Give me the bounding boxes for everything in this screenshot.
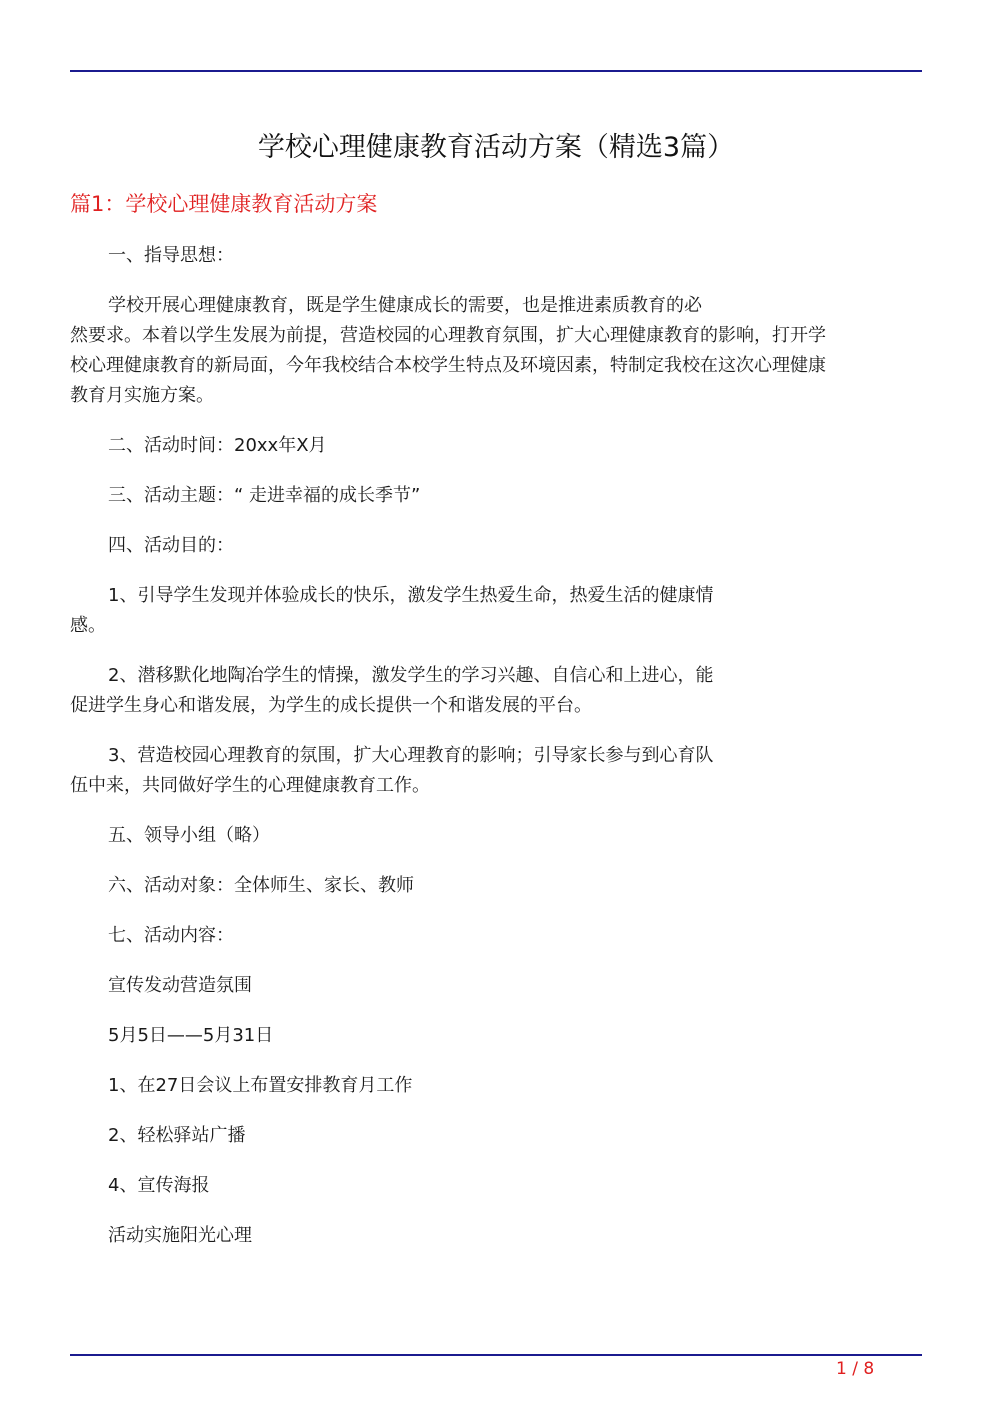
purpose-item-1: 1、引导学生发现并体验成长的快乐，激发学生热爱生命，热爱生活的健康情 xyxy=(108,585,714,606)
activity-purpose-heading: 四、活动目的： xyxy=(108,535,234,556)
purpose-item-2: 2、潜移默化地陶冶学生的情操，激发学生的学习兴趣、自信心和上进心，能 xyxy=(108,665,714,686)
content-item-2: 2、轻松驿站广播 xyxy=(108,1125,246,1146)
activity-theme: 三、活动主题：“ 走进幸福的成长季节” xyxy=(108,485,421,506)
content-implementation: 活动实施阳光心理 xyxy=(108,1225,252,1246)
purpose-item-1-cont: 感。 xyxy=(70,615,106,636)
leadership-group: 五、领导小组（略） xyxy=(108,825,270,846)
paragraph-line: 学校开展心理健康教育，既是学生健康成长的需要，也是推进素质教育的必 xyxy=(108,295,702,316)
activity-participants: 六、活动对象：全体师生、家长、教师 xyxy=(108,875,414,896)
header-rule xyxy=(70,70,922,72)
page-number: 1 / 8 xyxy=(836,1359,875,1379)
content-publicity: 宣传发动营造氛围 xyxy=(108,975,252,996)
content-item-4: 4、宣传海报 xyxy=(108,1175,210,1196)
purpose-item-3-cont: 伍中来，共同做好学生的心理健康教育工作。 xyxy=(70,775,430,796)
activity-time: 二、活动时间：20xx年X月 xyxy=(108,435,327,456)
activity-content-heading: 七、活动内容： xyxy=(108,925,234,946)
content-dates: 5月5日——5月31日 xyxy=(108,1025,274,1046)
purpose-item-3: 3、营造校园心理教育的氛围，扩大心理教育的影响；引导家长参与到心育队 xyxy=(108,745,714,766)
content-item-1: 1、在27日会议上布置安排教育月工作 xyxy=(108,1075,413,1096)
purpose-item-2-cont: 促进学生身心和谐发展，为学生的成长提供一个和谐发展的平台。 xyxy=(70,695,592,716)
section-heading: 篇1：学校心理健康教育活动方案 xyxy=(70,192,378,216)
paragraph-line: 然要求。本着以学生发展为前提，营造校园的心理教育氛围，扩大心理健康教育的影响，打开学 xyxy=(70,325,826,346)
document-title: 学校心理健康教育活动方案（精选3篇） xyxy=(257,132,735,163)
paragraph-guiding-ideology-heading: 一、指导思想： xyxy=(108,245,234,266)
footer-rule xyxy=(70,1354,922,1356)
paragraph-line: 校心理健康教育的新局面，今年我校结合本校学生特点及环境因素，特制定我校在这次心理健康 xyxy=(70,355,826,376)
paragraph-line: 教育月实施方案。 xyxy=(70,385,214,406)
